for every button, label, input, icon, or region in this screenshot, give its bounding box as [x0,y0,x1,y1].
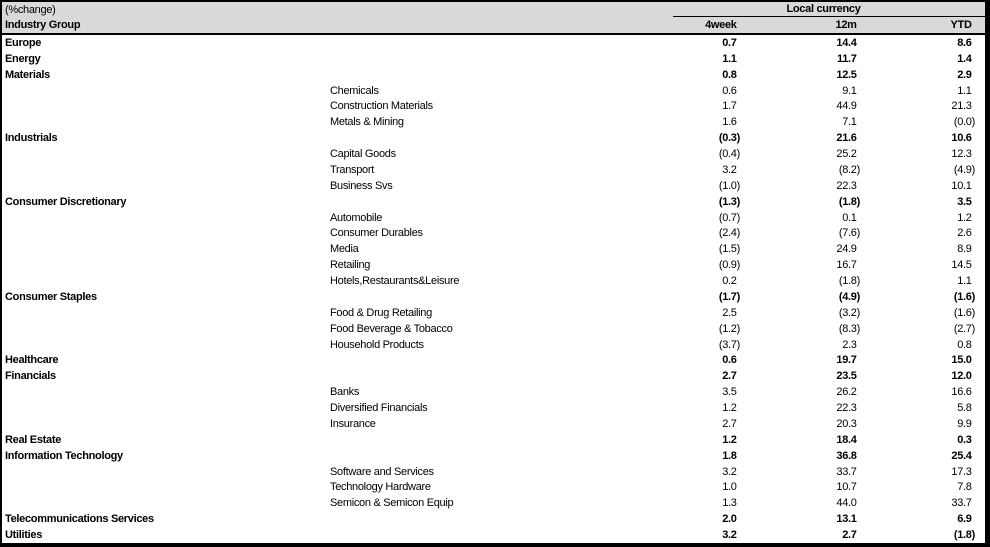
value-12m: 9.1 [842,84,857,97]
value-4week: (0.7) [718,211,740,224]
table-row [2,495,985,511]
value-12m: 13.1 [836,513,857,526]
value-ytd: 25.4 [951,449,972,462]
value-ytd: 8.9 [957,243,972,256]
table-row [2,337,985,353]
value-ytd: 5.8 [957,402,972,415]
value-ytd: 9.9 [957,417,972,430]
value-12m: (7.6) [838,227,860,240]
table-row [2,241,985,257]
table-row [2,321,985,337]
value-12m: (8.3) [838,322,860,335]
value-ytd: (1.6) [953,290,975,303]
value-4week: (1.2) [718,322,740,335]
table-row [2,162,985,178]
row-label: Telecommunications Services [5,513,154,526]
value-4week: 1.0 [722,481,737,494]
table-row [2,257,985,273]
table-row [2,511,985,527]
value-ytd: (2.7) [953,322,975,335]
value-ytd: 1.1 [957,84,972,97]
units-label: (%change) [5,4,56,16]
value-4week: (2.4) [718,227,740,240]
value-ytd: 0.3 [957,433,972,446]
table-row [2,448,985,464]
table-row [2,464,985,480]
value-12m: 0.1 [842,211,857,224]
value-ytd: (1.6) [953,306,975,319]
value-12m: 26.2 [836,386,857,399]
row-label: Europe [5,36,42,49]
row-label: Insurance [330,417,376,430]
value-4week: 3.2 [722,163,737,176]
value-ytd: 3.5 [957,195,972,208]
table-row [2,432,985,448]
value-12m: 10.7 [836,481,857,494]
value-ytd: 21.3 [951,100,972,113]
value-4week: 2.7 [722,370,737,383]
value-4week: (1.5) [718,243,740,256]
value-4week: 2.7 [722,417,737,430]
value-ytd: 12.3 [951,148,972,161]
table-row [2,368,985,384]
value-12m: 14.4 [836,36,857,49]
row-label: Construction Materials [330,100,433,113]
value-4week: 3.2 [722,529,737,542]
value-4week: 0.7 [722,36,737,49]
header-row-columns [2,17,985,33]
value-12m: 7.1 [842,116,857,129]
table-row [2,273,985,289]
value-4week: 1.2 [722,433,737,446]
table-row [2,130,985,146]
value-ytd: 17.3 [951,465,972,478]
value-4week: 1.6 [722,116,737,129]
row-label: Consumer Discretionary [5,195,127,208]
table-row [2,353,985,369]
value-ytd: 1.1 [957,275,972,288]
value-4week: (0.3) [718,132,740,145]
row-label: Business Svs [330,179,393,192]
value-4week: (3.7) [718,338,740,351]
value-4week: 1.3 [722,497,737,510]
table-row [2,384,985,400]
value-12m: 36.8 [836,449,857,462]
row-label: Software and Services [330,465,434,478]
table-row [2,67,985,83]
row-label: Hotels,Restaurants&Leisure [330,275,460,288]
value-4week: 2.5 [722,306,737,319]
value-ytd: 2.9 [957,68,972,81]
value-4week: 3.5 [722,386,737,399]
value-12m: 2.7 [842,529,857,542]
table-row [2,178,985,194]
row-label: Diversified Financials [330,402,428,415]
table-header [2,2,985,35]
value-12m: 44.0 [836,497,857,510]
row-label: Consumer Durables [330,227,423,240]
table-row [2,416,985,432]
table-row [2,51,985,67]
row-label: Chemicals [330,84,379,97]
value-4week: 1.7 [722,100,737,113]
row-label: Consumer Staples [5,290,97,303]
value-4week: (0.9) [718,259,740,272]
value-12m: (1.8) [838,195,860,208]
row-label: Banks [330,386,360,399]
row-label: Capital Goods [330,148,396,161]
value-4week: (1.3) [718,195,740,208]
table-row [2,83,985,99]
value-ytd: 10.1 [951,179,972,192]
table-row [2,305,985,321]
table-row [2,400,985,416]
value-ytd: 1.2 [957,211,972,224]
value-12m: 44.9 [836,100,857,113]
row-label: Food & Drug Retailing [330,306,432,319]
value-ytd: 7.8 [957,481,972,494]
value-4week: (1.0) [718,179,740,192]
value-12m: (4.9) [838,290,860,303]
value-ytd: (0.0) [953,116,975,129]
row-label: Information Technology [5,449,123,462]
value-12m: 2.3 [842,338,857,351]
value-ytd: 10.6 [951,132,972,145]
value-12m: 22.3 [836,402,857,415]
value-12m: 33.7 [836,465,857,478]
row-label: Materials [5,68,50,81]
column-header-4week: 4week [705,19,737,31]
table-row [2,210,985,226]
value-12m: 23.5 [836,370,857,383]
value-12m: 11.7 [837,52,857,65]
value-4week: 1.8 [722,449,737,462]
value-ytd: 16.6 [951,386,972,399]
table-body [2,35,985,543]
value-4week: 0.8 [722,68,737,81]
value-12m: (8.2) [838,163,860,176]
row-label: Technology Hardware [330,481,431,494]
row-label: Semicon & Semicon Equip [330,497,454,510]
table-row [2,289,985,305]
value-4week: 1.2 [722,402,737,415]
column-group-label: Local currency [786,3,861,15]
row-label: Media [330,243,359,256]
row-label: Household Products [330,338,424,351]
column-header-ytd: YTD [950,19,972,31]
table-row [2,35,985,51]
row-header-label: Industry Group [5,19,81,31]
table-row [2,480,985,496]
value-4week: 0.6 [722,84,737,97]
value-4week: 1.1 [722,52,737,65]
row-label: Industrials [5,132,58,145]
value-12m: 21.6 [836,132,857,145]
table-row [2,146,985,162]
row-label: Food Beverage & Tobacco [330,322,453,335]
value-ytd: (4.9) [953,163,975,176]
value-4week: 2.0 [722,513,737,526]
header-row-currency [2,2,985,17]
row-label: Financials [5,370,56,383]
value-ytd: 0.8 [957,338,972,351]
value-12m: (1.8) [838,275,860,288]
row-label: Transport [330,163,374,176]
value-ytd: (1.8) [953,529,975,542]
value-4week: (0.4) [718,148,740,161]
row-label: Real Estate [5,433,62,446]
table-row [2,99,985,115]
value-12m: 19.7 [836,354,857,367]
row-label: Automobile [330,211,383,224]
value-12m: 22.3 [836,179,857,192]
value-4week: 0.6 [722,354,737,367]
table-row [2,114,985,130]
row-label: Energy [5,52,41,65]
value-ytd: 33.7 [951,497,972,510]
row-label: Retailing [330,259,371,272]
column-group-underline [673,16,985,17]
table-row [2,226,985,242]
table-row [2,527,985,543]
value-ytd: 8.6 [957,36,972,49]
row-label: Healthcare [5,354,59,367]
value-ytd: 2.6 [957,227,972,240]
value-4week: (1.7) [718,290,740,303]
value-12m: 16.7 [836,259,857,272]
value-12m: 25.2 [836,148,857,161]
value-ytd: 14.5 [951,259,972,272]
value-12m: 18.4 [836,433,857,446]
value-12m: 24.9 [836,243,857,256]
column-header-12m: 12m [835,19,857,31]
value-12m: 12.5 [836,68,857,81]
value-ytd: 15.0 [951,354,972,367]
row-label: Metals & Mining [330,116,404,129]
value-ytd: 1.4 [957,52,972,65]
value-4week: 3.2 [722,465,737,478]
value-4week: 0.2 [722,275,737,288]
value-ytd: 12.0 [951,370,972,383]
table-row [2,194,985,210]
value-12m: 20.3 [836,417,857,430]
row-label: Utilities [5,529,43,542]
value-12m: (3.2) [838,306,860,319]
value-ytd: 6.9 [957,513,972,526]
